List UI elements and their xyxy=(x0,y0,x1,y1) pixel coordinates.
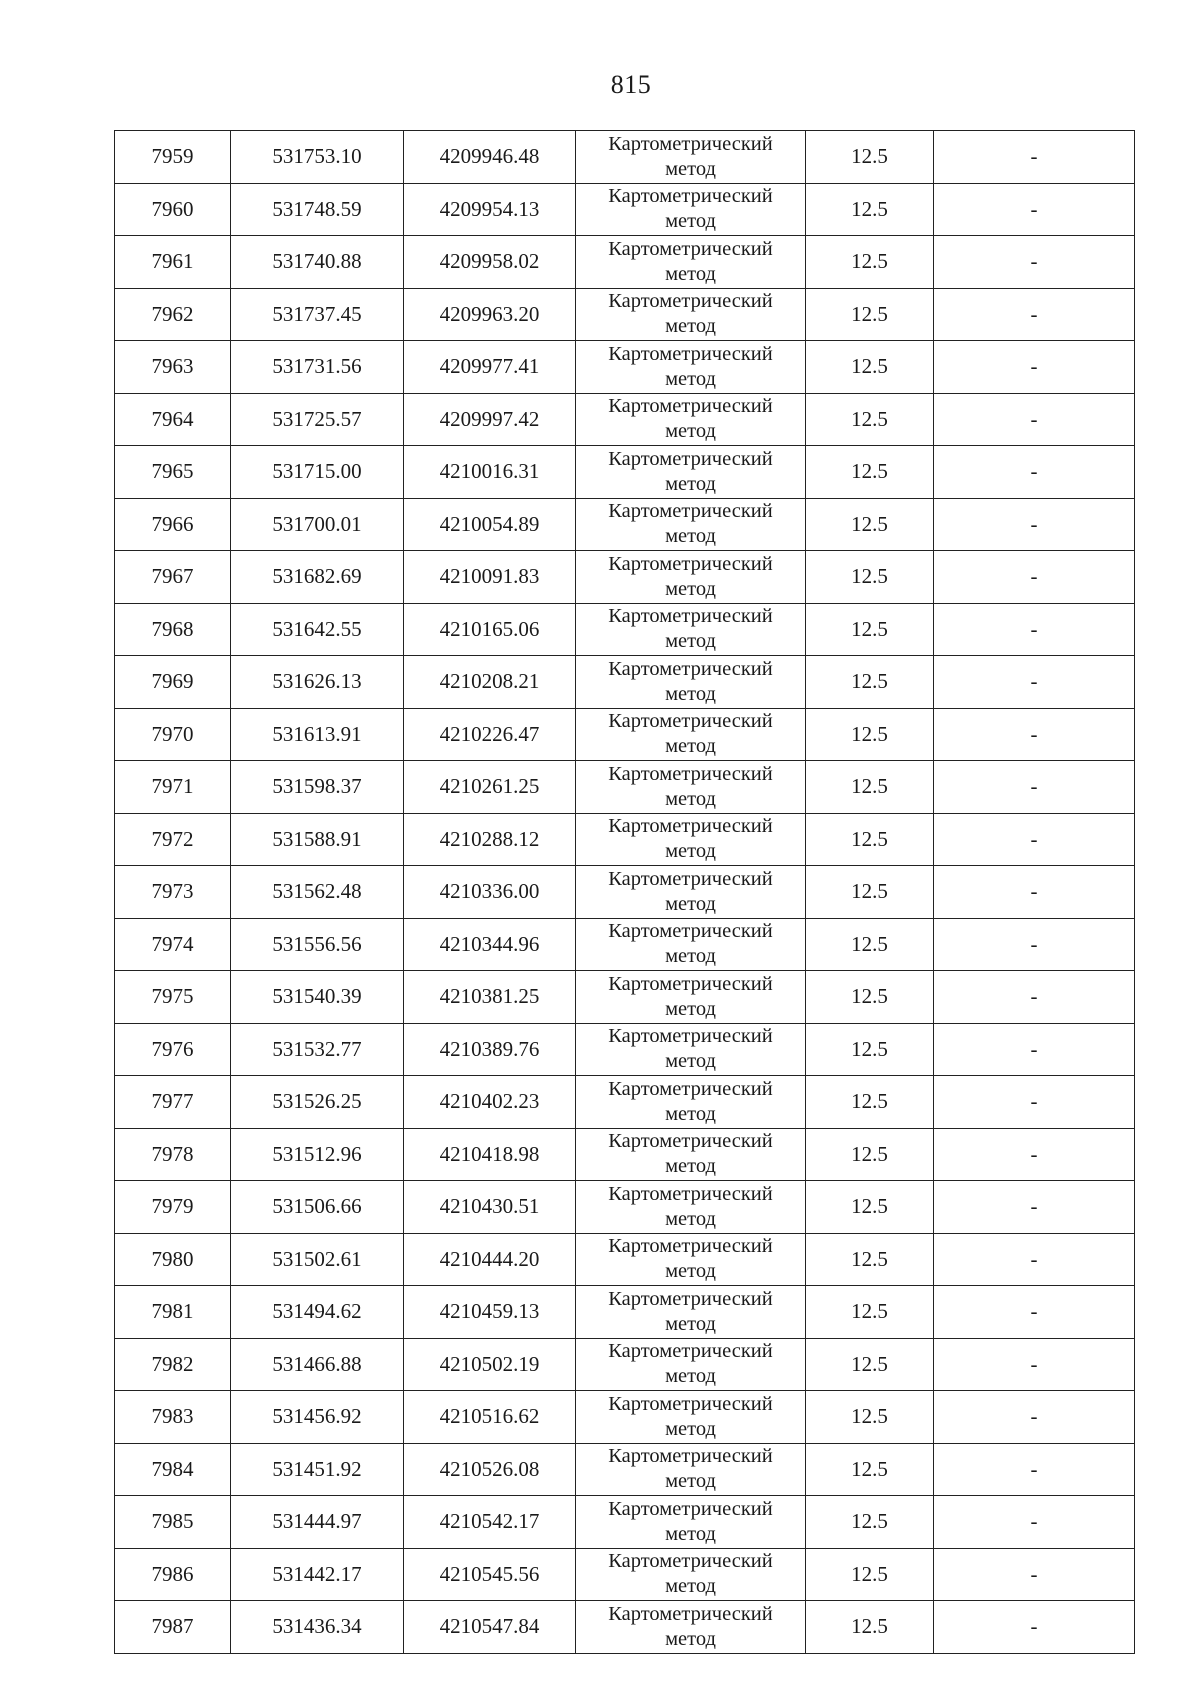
x-coordinate-cell: 531444.97 xyxy=(231,1496,404,1549)
note-cell: - xyxy=(934,603,1135,656)
method-line-2: метод xyxy=(665,1470,716,1493)
method-cell xyxy=(576,551,806,604)
method-line-1: Картометрический xyxy=(608,1497,773,1520)
method-line-2: метод xyxy=(665,630,716,653)
method-cell xyxy=(576,1286,806,1339)
method-line-1: Картометрический xyxy=(608,762,773,785)
method-line-1: Картометрический xyxy=(608,1602,773,1625)
note-cell: - xyxy=(934,1391,1135,1444)
method-line-1: Картометрический xyxy=(608,1235,773,1258)
method-line-1: Картометрический xyxy=(608,1340,773,1363)
x-coordinate-cell: 531540.39 xyxy=(231,971,404,1024)
y-coordinate-cell: 4210444.20 xyxy=(404,1233,576,1286)
method-line-2: метод xyxy=(665,997,716,1020)
method-cell xyxy=(576,918,806,971)
point-number-cell: 7960 xyxy=(115,183,231,236)
method-line-1: Картометрический xyxy=(608,867,773,890)
method-line-2: метод xyxy=(665,262,716,285)
note-cell: - xyxy=(934,1233,1135,1286)
x-coordinate-cell: 531451.92 xyxy=(231,1443,404,1496)
point-number-cell: 7985 xyxy=(115,1496,231,1549)
accuracy-cell: 12.5 xyxy=(806,656,934,709)
method-line-1: Картометрический xyxy=(608,1130,773,1153)
x-coordinate-cell: 531737.45 xyxy=(231,288,404,341)
table-row xyxy=(115,341,1135,394)
note-cell: - xyxy=(934,288,1135,341)
point-number-cell: 7965 xyxy=(115,446,231,499)
method-cell xyxy=(576,603,806,656)
accuracy-cell: 12.5 xyxy=(806,446,934,499)
method-cell xyxy=(576,1338,806,1391)
x-coordinate-cell: 531753.10 xyxy=(231,131,404,184)
method-line-2: метод xyxy=(665,1365,716,1388)
point-number-cell: 7967 xyxy=(115,551,231,604)
method-cell xyxy=(576,971,806,1024)
method-line-2: метод xyxy=(665,1260,716,1283)
x-coordinate-cell: 531556.56 xyxy=(231,918,404,971)
y-coordinate-cell: 4210418.98 xyxy=(404,1128,576,1181)
coordinates-table xyxy=(114,130,1135,1654)
y-coordinate-cell: 4210336.00 xyxy=(404,866,576,919)
point-number-cell: 7971 xyxy=(115,761,231,814)
x-coordinate-cell: 531562.48 xyxy=(231,866,404,919)
accuracy-cell: 12.5 xyxy=(806,1076,934,1129)
x-coordinate-cell: 531506.66 xyxy=(231,1181,404,1234)
accuracy-cell: 12.5 xyxy=(806,183,934,236)
accuracy-cell: 12.5 xyxy=(806,1181,934,1234)
point-number-cell: 7973 xyxy=(115,866,231,919)
y-coordinate-cell: 4210016.31 xyxy=(404,446,576,499)
table-row xyxy=(115,918,1135,971)
table-row xyxy=(115,551,1135,604)
note-cell: - xyxy=(934,813,1135,866)
y-coordinate-cell: 4210542.17 xyxy=(404,1496,576,1549)
point-number-cell: 7975 xyxy=(115,971,231,1024)
method-line-2: метод xyxy=(665,577,716,600)
table-row xyxy=(115,1023,1135,1076)
point-number-cell: 7963 xyxy=(115,341,231,394)
note-cell: - xyxy=(934,498,1135,551)
note-cell: - xyxy=(934,1338,1135,1391)
note-cell: - xyxy=(934,1601,1135,1654)
y-coordinate-cell: 4210165.06 xyxy=(404,603,576,656)
table-row xyxy=(115,1181,1135,1234)
method-line-2: метод xyxy=(665,210,716,233)
method-cell xyxy=(576,1023,806,1076)
method-line-2: метод xyxy=(665,787,716,810)
x-coordinate-cell: 531748.59 xyxy=(231,183,404,236)
accuracy-cell: 12.5 xyxy=(806,1023,934,1076)
accuracy-cell: 12.5 xyxy=(806,761,934,814)
accuracy-cell: 12.5 xyxy=(806,813,934,866)
method-cell xyxy=(576,1443,806,1496)
table-row xyxy=(115,1496,1135,1549)
accuracy-cell: 12.5 xyxy=(806,1286,934,1339)
coordinates-table-body xyxy=(115,131,1135,1654)
method-cell xyxy=(576,446,806,499)
x-coordinate-cell: 531466.88 xyxy=(231,1338,404,1391)
note-cell: - xyxy=(934,1128,1135,1181)
point-number-cell: 7966 xyxy=(115,498,231,551)
y-coordinate-cell: 4209963.20 xyxy=(404,288,576,341)
method-cell xyxy=(576,1128,806,1181)
x-coordinate-cell: 531740.88 xyxy=(231,236,404,289)
table-row xyxy=(115,656,1135,709)
method-line-2: метод xyxy=(665,472,716,495)
accuracy-cell: 12.5 xyxy=(806,1128,934,1181)
method-line-2: метод xyxy=(665,1207,716,1230)
y-coordinate-cell: 4210208.21 xyxy=(404,656,576,709)
accuracy-cell: 12.5 xyxy=(806,288,934,341)
accuracy-cell: 12.5 xyxy=(806,971,934,1024)
table-row xyxy=(115,1128,1135,1181)
method-cell xyxy=(576,236,806,289)
note-cell: - xyxy=(934,1023,1135,1076)
y-coordinate-cell: 4210502.19 xyxy=(404,1338,576,1391)
y-coordinate-cell: 4210344.96 xyxy=(404,918,576,971)
table-row xyxy=(115,183,1135,236)
y-coordinate-cell: 4210526.08 xyxy=(404,1443,576,1496)
table-row xyxy=(115,603,1135,656)
accuracy-cell: 12.5 xyxy=(806,393,934,446)
accuracy-cell: 12.5 xyxy=(806,236,934,289)
y-coordinate-cell: 4209958.02 xyxy=(404,236,576,289)
y-coordinate-cell: 4210547.84 xyxy=(404,1601,576,1654)
accuracy-cell: 12.5 xyxy=(806,551,934,604)
method-line-2: метод xyxy=(665,840,716,863)
x-coordinate-cell: 531642.55 xyxy=(231,603,404,656)
x-coordinate-cell: 531700.01 xyxy=(231,498,404,551)
method-line-1: Картометрический xyxy=(608,1550,773,1573)
note-cell: - xyxy=(934,866,1135,919)
note-cell: - xyxy=(934,761,1135,814)
accuracy-cell: 12.5 xyxy=(806,708,934,761)
accuracy-cell: 12.5 xyxy=(806,1391,934,1444)
method-line-2: метод xyxy=(665,1417,716,1440)
method-line-1: Картометрический xyxy=(608,447,773,470)
table-row xyxy=(115,708,1135,761)
point-number-cell: 7972 xyxy=(115,813,231,866)
method-line-1: Картометрический xyxy=(608,185,773,208)
method-line-2: метод xyxy=(665,735,716,758)
x-coordinate-cell: 531598.37 xyxy=(231,761,404,814)
method-line-2: метод xyxy=(665,525,716,548)
x-coordinate-cell: 531442.17 xyxy=(231,1548,404,1601)
point-number-cell: 7964 xyxy=(115,393,231,446)
point-number-cell: 7969 xyxy=(115,656,231,709)
x-coordinate-cell: 531494.62 xyxy=(231,1286,404,1339)
method-cell xyxy=(576,656,806,709)
x-coordinate-cell: 531682.69 xyxy=(231,551,404,604)
table-row xyxy=(115,813,1135,866)
method-line-2: метод xyxy=(665,420,716,443)
method-cell xyxy=(576,1601,806,1654)
accuracy-cell: 12.5 xyxy=(806,918,934,971)
method-line-1: Картометрический xyxy=(608,1392,773,1415)
method-cell xyxy=(576,131,806,184)
point-number-cell: 7959 xyxy=(115,131,231,184)
note-cell: - xyxy=(934,446,1135,499)
point-number-cell: 7970 xyxy=(115,708,231,761)
point-number-cell: 7980 xyxy=(115,1233,231,1286)
method-line-2: метод xyxy=(665,1522,716,1545)
method-cell xyxy=(576,341,806,394)
table-row xyxy=(115,1443,1135,1496)
y-coordinate-cell: 4210430.51 xyxy=(404,1181,576,1234)
x-coordinate-cell: 531725.57 xyxy=(231,393,404,446)
note-cell: - xyxy=(934,1443,1135,1496)
method-line-2: метод xyxy=(665,1575,716,1598)
point-number-cell: 7974 xyxy=(115,918,231,971)
y-coordinate-cell: 4210091.83 xyxy=(404,551,576,604)
note-cell: - xyxy=(934,1548,1135,1601)
y-coordinate-cell: 4210516.62 xyxy=(404,1391,576,1444)
y-coordinate-cell: 4210288.12 xyxy=(404,813,576,866)
table-row xyxy=(115,236,1135,289)
x-coordinate-cell: 531456.92 xyxy=(231,1391,404,1444)
method-cell xyxy=(576,761,806,814)
method-cell xyxy=(576,813,806,866)
accuracy-cell: 12.5 xyxy=(806,866,934,919)
method-cell xyxy=(576,498,806,551)
method-cell xyxy=(576,183,806,236)
method-cell xyxy=(576,1496,806,1549)
method-line-1: Картометрический xyxy=(608,395,773,418)
point-number-cell: 7981 xyxy=(115,1286,231,1339)
note-cell: - xyxy=(934,656,1135,709)
method-cell xyxy=(576,866,806,919)
method-cell xyxy=(576,708,806,761)
method-line-2: метод xyxy=(665,945,716,968)
x-coordinate-cell: 531613.91 xyxy=(231,708,404,761)
y-coordinate-cell: 4210054.89 xyxy=(404,498,576,551)
note-cell: - xyxy=(934,1181,1135,1234)
method-cell xyxy=(576,288,806,341)
point-number-cell: 7961 xyxy=(115,236,231,289)
note-cell: - xyxy=(934,236,1135,289)
method-cell xyxy=(576,1233,806,1286)
method-line-2: метод xyxy=(665,315,716,338)
point-number-cell: 7979 xyxy=(115,1181,231,1234)
table-row xyxy=(115,393,1135,446)
x-coordinate-cell: 531626.13 xyxy=(231,656,404,709)
y-coordinate-cell: 4209977.41 xyxy=(404,341,576,394)
y-coordinate-cell: 4210389.76 xyxy=(404,1023,576,1076)
y-coordinate-cell: 4210261.25 xyxy=(404,761,576,814)
method-line-1: Картометрический xyxy=(608,237,773,260)
y-coordinate-cell: 4210545.56 xyxy=(404,1548,576,1601)
note-cell: - xyxy=(934,708,1135,761)
method-line-2: метод xyxy=(665,1627,716,1650)
method-line-1: Картометрический xyxy=(608,972,773,995)
method-line-2: метод xyxy=(665,1050,716,1073)
note-cell: - xyxy=(934,341,1135,394)
y-coordinate-cell: 4209954.13 xyxy=(404,183,576,236)
accuracy-cell: 12.5 xyxy=(806,1548,934,1601)
method-line-1: Картометрический xyxy=(608,290,773,313)
accuracy-cell: 12.5 xyxy=(806,1233,934,1286)
x-coordinate-cell: 531715.00 xyxy=(231,446,404,499)
method-line-1: Картометрический xyxy=(608,1445,773,1468)
method-line-2: метод xyxy=(665,682,716,705)
accuracy-cell: 12.5 xyxy=(806,131,934,184)
table-row xyxy=(115,1233,1135,1286)
table-row xyxy=(115,971,1135,1024)
method-cell xyxy=(576,1076,806,1129)
note-cell: - xyxy=(934,1496,1135,1549)
accuracy-cell: 12.5 xyxy=(806,1601,934,1654)
method-line-1: Картометрический xyxy=(608,605,773,628)
x-coordinate-cell: 531502.61 xyxy=(231,1233,404,1286)
point-number-cell: 7982 xyxy=(115,1338,231,1391)
method-line-1: Картометрический xyxy=(608,500,773,523)
point-number-cell: 7968 xyxy=(115,603,231,656)
note-cell: - xyxy=(934,1286,1135,1339)
x-coordinate-cell: 531526.25 xyxy=(231,1076,404,1129)
table-row xyxy=(115,1391,1135,1444)
table-row xyxy=(115,446,1135,499)
method-line-1: Картометрический xyxy=(608,342,773,365)
method-line-1: Картометрический xyxy=(608,920,773,943)
note-cell: - xyxy=(934,1076,1135,1129)
method-line-2: метод xyxy=(665,157,716,180)
method-line-2: метод xyxy=(665,892,716,915)
method-line-1: Картометрический xyxy=(608,1287,773,1310)
point-number-cell: 7962 xyxy=(115,288,231,341)
point-number-cell: 7983 xyxy=(115,1391,231,1444)
x-coordinate-cell: 531731.56 xyxy=(231,341,404,394)
accuracy-cell: 12.5 xyxy=(806,1496,934,1549)
accuracy-cell: 12.5 xyxy=(806,498,934,551)
table-row xyxy=(115,1076,1135,1129)
note-cell: - xyxy=(934,918,1135,971)
method-line-1: Картометрический xyxy=(608,1182,773,1205)
point-number-cell: 7976 xyxy=(115,1023,231,1076)
method-line-2: метод xyxy=(665,1155,716,1178)
y-coordinate-cell: 4210226.47 xyxy=(404,708,576,761)
method-cell xyxy=(576,1181,806,1234)
method-line-1: Картометрический xyxy=(608,815,773,838)
method-line-2: метод xyxy=(665,1312,716,1335)
table-row xyxy=(115,1286,1135,1339)
point-number-cell: 7977 xyxy=(115,1076,231,1129)
table-row xyxy=(115,288,1135,341)
point-number-cell: 7978 xyxy=(115,1128,231,1181)
note-cell: - xyxy=(934,393,1135,446)
y-coordinate-cell: 4210381.25 xyxy=(404,971,576,1024)
accuracy-cell: 12.5 xyxy=(806,1338,934,1391)
method-line-1: Картометрический xyxy=(608,710,773,733)
y-coordinate-cell: 4209946.48 xyxy=(404,131,576,184)
accuracy-cell: 12.5 xyxy=(806,603,934,656)
method-line-1: Картометрический xyxy=(608,1025,773,1048)
table-row xyxy=(115,131,1135,184)
accuracy-cell: 12.5 xyxy=(806,1443,934,1496)
point-number-cell: 7986 xyxy=(115,1548,231,1601)
note-cell: - xyxy=(934,971,1135,1024)
method-line-1: Картометрический xyxy=(608,657,773,680)
point-number-cell: 7984 xyxy=(115,1443,231,1496)
table-row xyxy=(115,498,1135,551)
note-cell: - xyxy=(934,131,1135,184)
y-coordinate-cell: 4209997.42 xyxy=(404,393,576,446)
method-cell xyxy=(576,393,806,446)
method-line-2: метод xyxy=(665,367,716,390)
method-line-2: метод xyxy=(665,1102,716,1125)
point-number-cell: 7987 xyxy=(115,1601,231,1654)
table-row xyxy=(115,1338,1135,1391)
accuracy-cell: 12.5 xyxy=(806,341,934,394)
x-coordinate-cell: 531512.96 xyxy=(231,1128,404,1181)
method-line-1: Картометрический xyxy=(608,132,773,155)
table-row xyxy=(115,1548,1135,1601)
note-cell: - xyxy=(934,183,1135,236)
x-coordinate-cell: 531588.91 xyxy=(231,813,404,866)
table-row xyxy=(115,866,1135,919)
method-cell xyxy=(576,1391,806,1444)
page-number: 815 xyxy=(610,70,652,99)
table-row xyxy=(115,761,1135,814)
method-line-1: Картометрический xyxy=(608,1077,773,1100)
method-cell xyxy=(576,1548,806,1601)
table-row xyxy=(115,1601,1135,1654)
x-coordinate-cell: 531532.77 xyxy=(231,1023,404,1076)
y-coordinate-cell: 4210402.23 xyxy=(404,1076,576,1129)
x-coordinate-cell: 531436.34 xyxy=(231,1601,404,1654)
method-line-1: Картометрический xyxy=(608,552,773,575)
note-cell: - xyxy=(934,551,1135,604)
y-coordinate-cell: 4210459.13 xyxy=(404,1286,576,1339)
